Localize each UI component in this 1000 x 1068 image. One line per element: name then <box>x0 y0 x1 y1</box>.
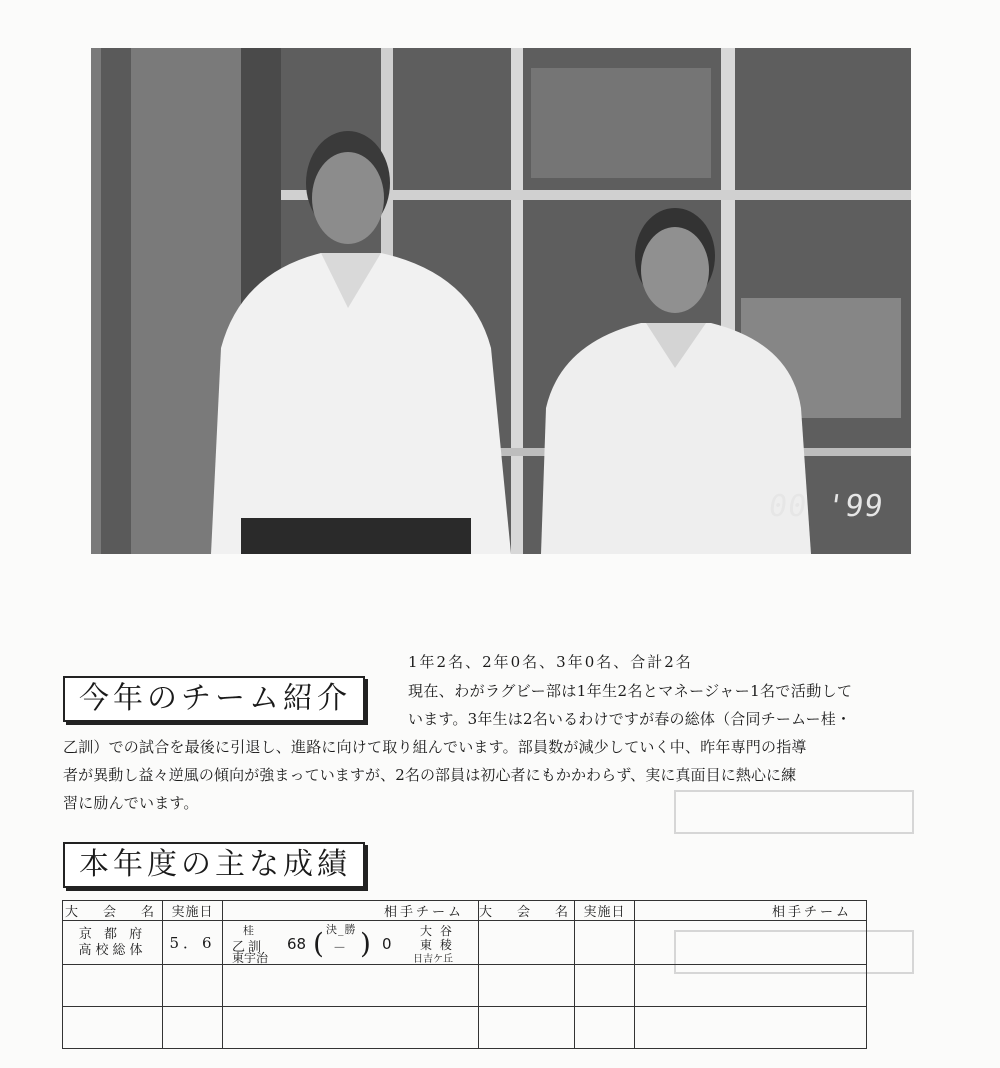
tournament-line: 京 都 府 <box>78 926 147 942</box>
empty-cell <box>575 1007 635 1049</box>
team-a-name: 桂 <box>243 924 254 937</box>
results-heading: 本年度の主な成績 <box>63 842 365 888</box>
empty-cell <box>63 1007 163 1049</box>
match-result: 決_勝 <box>326 923 357 936</box>
empty-cell <box>223 965 479 1007</box>
header-date-2: 実施日 <box>575 901 635 921</box>
empty-cell <box>163 965 223 1007</box>
intro-line: います。3年生は2名いるわけですが春の総体（合同チームー桂・ <box>408 710 852 728</box>
empty-cell <box>635 965 867 1007</box>
empty-cell <box>635 1007 867 1049</box>
bleed-through-box-1 <box>674 790 914 834</box>
empty-cell <box>63 965 163 1007</box>
team-b-name: 東 稜 <box>420 938 454 952</box>
tournament-line: 高校総体 <box>78 942 147 958</box>
photo-date-stamp: 00 '99 <box>766 489 886 524</box>
header-opponent: 相手チーム <box>223 901 479 921</box>
score-dash: － <box>333 941 347 956</box>
empty-cell <box>163 1007 223 1049</box>
team-a-name: 東宇治 <box>232 951 269 965</box>
table-row <box>63 1007 867 1049</box>
score-a: 68 <box>287 935 307 953</box>
score-b: 0 <box>382 935 392 953</box>
intro-line: 現在、わがラグビー部は1年生2名とマネージャー1名で活動して <box>408 682 853 700</box>
empty-cell <box>479 965 575 1007</box>
date-cell: 5．6 <box>163 921 223 965</box>
intro-line: 習に励んでいます。 <box>63 794 199 812</box>
team-a-name: 乙訓 <box>232 940 265 955</box>
empty-cell <box>575 921 635 965</box>
header-tournament: 大 会 名 <box>63 901 163 921</box>
empty-cell <box>575 965 635 1007</box>
empty-cell <box>479 921 575 965</box>
empty-cell <box>635 921 867 965</box>
intro-line: 乙訓）での試合を最後に引退し、進路に向けて取り組んでいます。部員数が減少していく中、昨年専門の指導 <box>63 738 807 756</box>
header-tournament-2: 大 会 名 <box>479 901 575 921</box>
tournament-cell <box>63 921 163 965</box>
empty-cell <box>223 1007 479 1049</box>
header-opponent-2: 相手チーム <box>635 901 867 921</box>
results-table <box>62 900 867 1049</box>
member-count: 1年2名、2年0名、3年0名、合計2名 <box>408 653 693 671</box>
header-date: 実施日 <box>163 901 223 921</box>
team-intro-heading: 今年のチーム紹介 <box>63 676 365 722</box>
team-b-name: 日吉ケ丘 <box>413 954 453 965</box>
team-photo <box>91 48 911 554</box>
intro-line: 者が異動し益々逆風の傾向が強まっていますが、2名の部員は初心者にもかかわらず、実に真面目に熱心に練 <box>63 766 797 784</box>
table-row <box>63 921 867 965</box>
match-cell <box>223 921 479 965</box>
paren-right: ) <box>360 927 371 960</box>
team-b-name: 大 谷 <box>420 924 454 938</box>
empty-cell <box>479 1007 575 1049</box>
team-photo-illustration <box>91 48 911 554</box>
paren-left: ( <box>313 927 324 960</box>
table-header-row <box>63 901 867 921</box>
table-row <box>63 965 867 1007</box>
